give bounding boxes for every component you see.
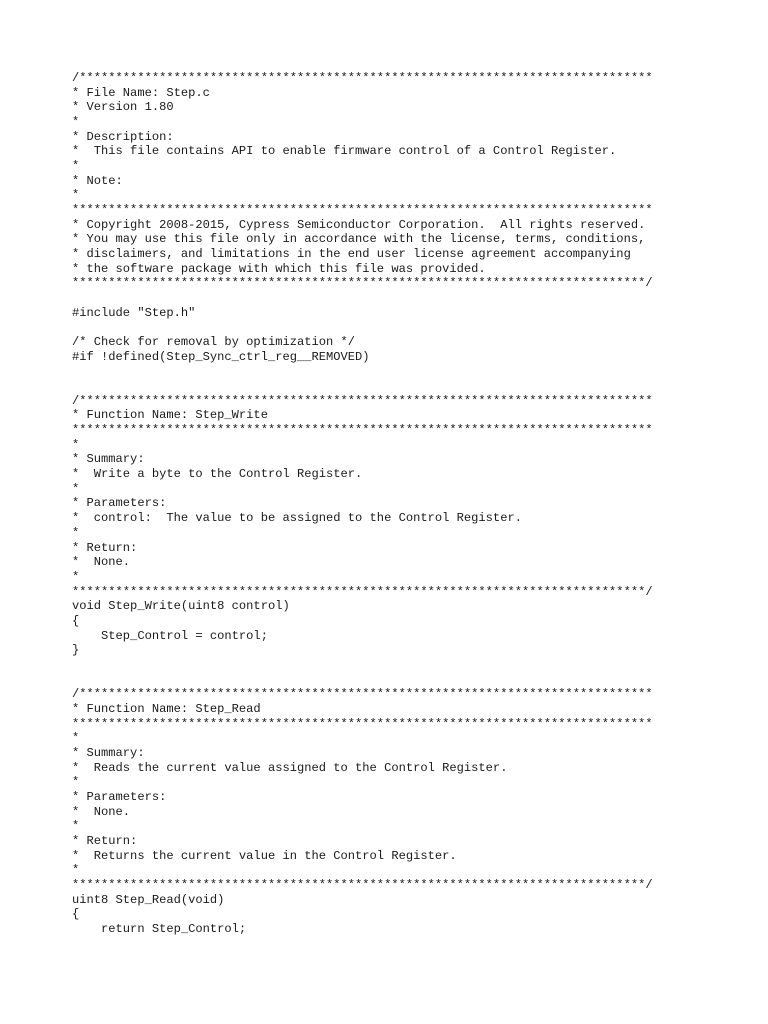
code-line: /******************************************************************************* xyxy=(72,71,653,85)
code-line: /******************************************************************************* xyxy=(72,393,653,408)
code-line: * You may use this file only in accordance with the license, terms, conditions, xyxy=(72,232,646,247)
code-line: * xyxy=(72,863,80,878)
code-line: * Write a byte to the Control Register. xyxy=(72,467,363,482)
code-line: * Summary: xyxy=(72,452,145,467)
code-line: ******************************************************************************** xyxy=(72,423,653,438)
code-line: /* Check for removal by optimization */ xyxy=(72,335,356,350)
code-line: { xyxy=(72,907,80,922)
code-line: * xyxy=(72,437,80,452)
code-line: * Return: xyxy=(72,540,138,555)
code-line: * Returns the current value in the Control Register. xyxy=(72,848,457,863)
code-line xyxy=(72,320,653,335)
code-line: * xyxy=(72,819,80,834)
code-line: * Function Name: Step_Read xyxy=(72,701,261,716)
code-line: * xyxy=(72,775,80,790)
code-line: } xyxy=(72,643,80,658)
code-line: *******************************************************************************/ xyxy=(72,276,653,291)
code-line: * Copyright 2008-2015, Cypress Semiconductor Corporation. All rights reserved. xyxy=(72,217,646,232)
code-line: * control: The value to be assigned to the Control Register. xyxy=(72,511,522,526)
code-line: * xyxy=(72,115,80,130)
code-line: * Parameters: xyxy=(72,789,167,804)
code-line: * xyxy=(72,569,80,584)
code-line: return Step_Control; xyxy=(72,921,247,936)
code-line: * Function Name: Step_Write xyxy=(72,408,268,423)
code-line: * Summary: xyxy=(72,745,145,760)
code-line: * This file contains API to enable firmware control of a Control Register. xyxy=(72,144,617,159)
code-line xyxy=(72,291,653,306)
code-line: * the software package with which this file was provided. xyxy=(72,261,486,276)
code-line: ******************************************************************************** xyxy=(72,203,653,218)
code-line: * xyxy=(72,481,80,496)
code-line xyxy=(72,673,653,688)
code-line: void Step_Write(uint8 control) xyxy=(72,599,290,614)
code-line: * xyxy=(72,525,80,540)
code-line: * Note: xyxy=(72,173,123,188)
source-code-listing xyxy=(72,71,653,937)
code-line xyxy=(72,379,653,394)
code-line: * File Name: Step.c xyxy=(72,85,210,100)
code-line: * Parameters: xyxy=(72,496,167,511)
code-line xyxy=(72,658,653,673)
code-line: * Return: xyxy=(72,833,138,848)
code-line: * Version 1.80 xyxy=(72,100,174,115)
code-line: * None. xyxy=(72,804,131,819)
code-line: *******************************************************************************/ xyxy=(72,877,653,892)
code-line: { xyxy=(72,613,80,628)
code-line: * None. xyxy=(72,555,131,570)
code-line: * Reads the current value assigned to the Control Register. xyxy=(72,760,508,775)
code-line: #if !defined(Step_Sync_ctrl_reg__REMOVED) xyxy=(72,349,370,364)
code-line: *******************************************************************************/ xyxy=(72,584,653,599)
code-line: #include "Step.h" xyxy=(72,305,196,320)
code-line: Step_Control = control; xyxy=(72,628,268,643)
code-line: /******************************************************************************* xyxy=(72,687,653,702)
code-line xyxy=(72,364,653,379)
code-line: ******************************************************************************** xyxy=(72,716,653,731)
code-line: * Description: xyxy=(72,129,174,144)
code-line: uint8 Step_Read(void) xyxy=(72,892,225,907)
code-line: * xyxy=(72,731,80,746)
code-line: * xyxy=(72,188,80,203)
code-line: * xyxy=(72,159,80,174)
code-line: * disclaimers, and limitations in the end user license agreement accompanying xyxy=(72,247,631,262)
